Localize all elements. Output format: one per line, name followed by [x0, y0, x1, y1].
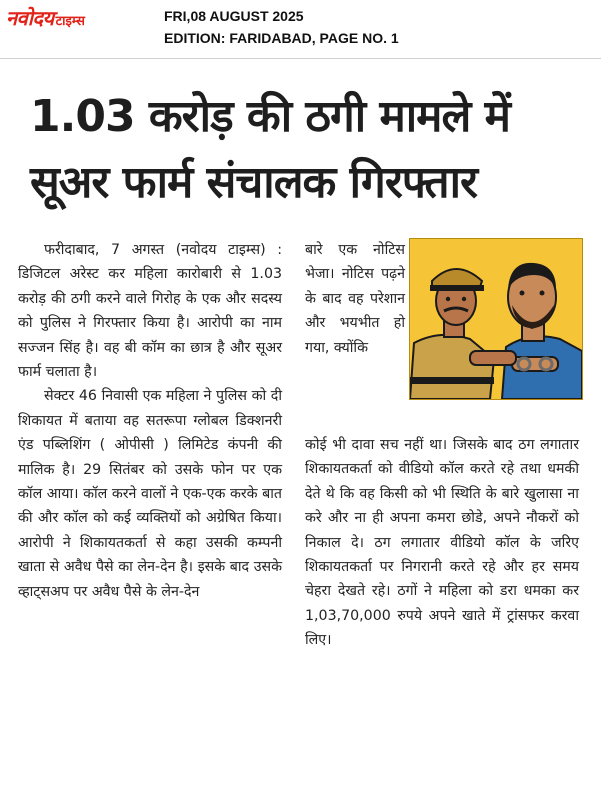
article-column-2-bottom [305, 433, 579, 653]
article-column-1 [18, 238, 282, 604]
newspaper-logo [6, 4, 85, 30]
edition-info: EDITION: FARIDABAD, PAGE NO. 1 [164, 30, 399, 46]
issue-date: FRI,08 AUGUST 2025 [164, 8, 304, 24]
arrest-illustration [409, 238, 583, 400]
headline-line-1: 1.03 करोड़ की ठगी मामले में [30, 91, 510, 142]
article-paragraph-4: कोई भी दावा सच नहीं था। जिसके बाद ठग लगातार शिकायतकर्ता को वीडियो कॉल करते रहे तथा धमकी देते थे कि वह किसी को भी स्थिति के बारे खुलासा ना करे और ना ही अपना कमरा छोडे, अपने नौकरों को निकाल दे। ठग लगातार वीडियो कॉल के जरिए शिकायतकर्ता पर निगरानी करते रहे और हर समय चेहरा देखते रहे। ठगों ने महिला को डरा धमका कर 1,03,70,000 रुपये अपने खाते में ट्रांसफर करवा लिए। [305, 437, 579, 649]
logo-sub-text: टाइम्स [55, 14, 85, 29]
article-paragraph-2: सेक्टर 46 निवासी एक महिला ने पुलिस को दी शिकायत में बताया वह सतरूपा ग्लोबल डिक्शनरी एंड पब्लिशिंग ( ओपीसी ) लिमिटेड कंपनी की मालिक है। 29 सितंबर को उसके फोन पर एक कॉल आया। कॉल करने वालों ने एक-एक करके बात की और कॉल को कई व्यक्तियों को अग्रेषित किया। आरोपी ने शिकायतकर्ता से कहा उसकी कम्पनी खाता से अवैध पैसे का लेन-देन है। इसके बाद उसके व्हाट्सअप पर अवैध पैसे के लेन-देन [18, 388, 282, 600]
article-paragraph-1: फरीदाबाद, 7 अगस्त (नवोदय टाइम्स) : डिजिटल अरेस्ट कर महिला कारोबारी से 1.03 करोड़ की ठगी करने वाले गिरोह के एक और सदस्य को पुलिस ने गिरफ्तार किया है। आरोपी का नाम सज्जन सिंह है। वह बी कॉम का छात्र है और सूअर फार्म चलाता है। [18, 242, 282, 381]
newspaper-header [0, 0, 601, 59]
article-column-2-top [305, 238, 405, 360]
police-arrest-icon [410, 239, 582, 399]
article-paragraph-3: बारे एक नोटिस भेजा। नोटिस पढ़ने के बाद वह परेशान और भयभीत हो गया, क्योंकि [305, 242, 405, 356]
headline-line-2: सूअर फार्म संचालक गिरफ्तार [30, 157, 477, 208]
logo-main-text: नवोदय [6, 6, 54, 30]
